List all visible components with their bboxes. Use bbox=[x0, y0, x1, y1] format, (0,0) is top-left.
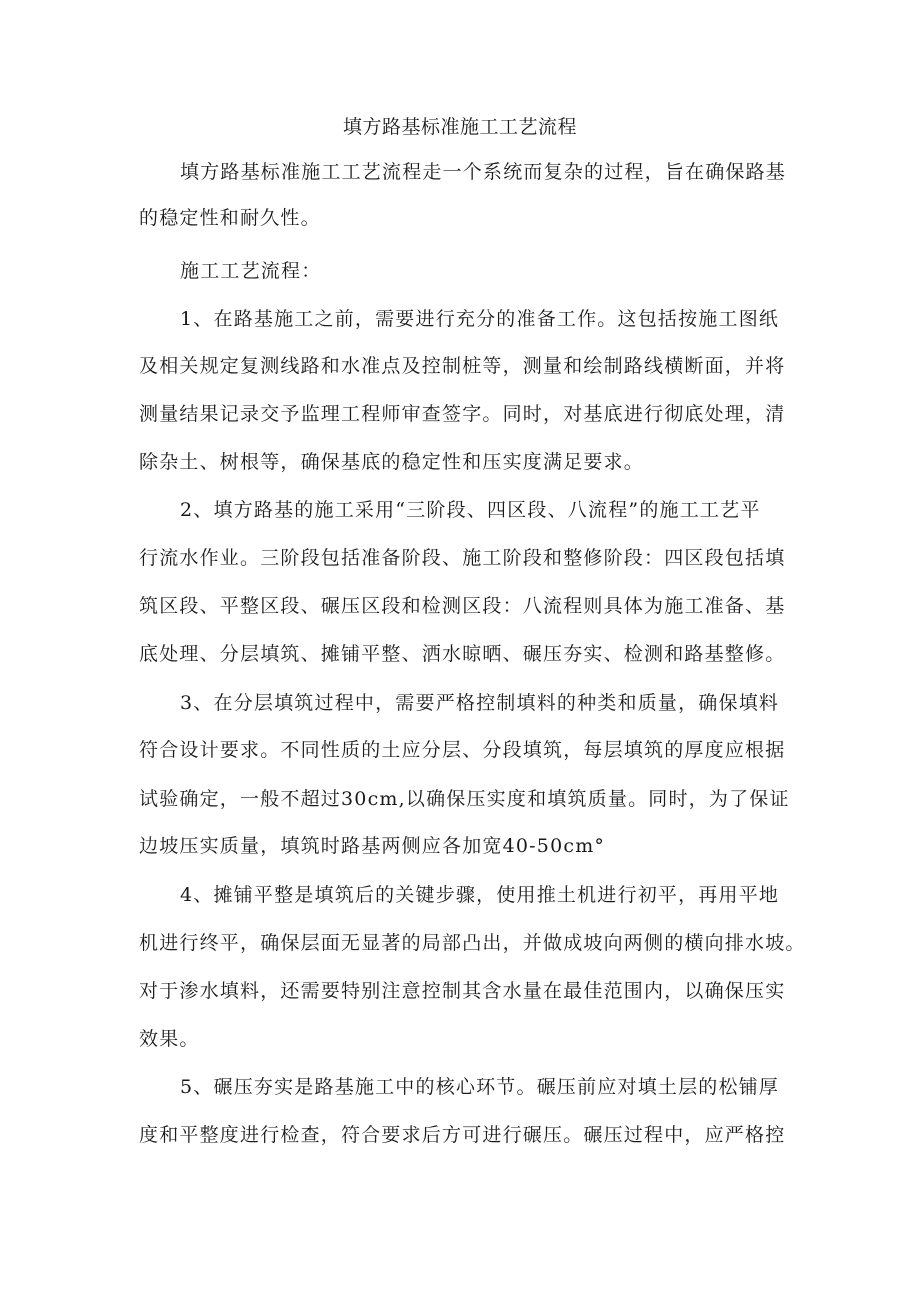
paragraph-line: 对于渗水填料，还需要特别注意控制其含水量在最佳范围内，以确保压实 bbox=[139, 980, 786, 1002]
document-title: 填方路基标准施工工艺流程 bbox=[342, 116, 577, 138]
paragraph-line: 符合设计要求。不同性质的土应分层、分段填筑，每层填筑的厚度应根据 bbox=[139, 739, 786, 761]
paragraph-line: 3、在分层填筑过程中，需要严格控制填料的种类和质量，确保填料 bbox=[180, 692, 780, 714]
paragraph-line: 1、在路基施工之前，需要进行充分的准备工作。这包括按施工图纸 bbox=[180, 308, 780, 330]
paragraph-line: 2、填方路基的施工采用“三阶段、四区段、八流程”的施工工艺平 bbox=[180, 499, 761, 521]
paragraph-line: 5、碾压夯实是路基施工中的核心环节。碾压前应对填土层的松铺厚 bbox=[180, 1076, 780, 1098]
paragraph-line: 筑区段、平整区段、碾压区段和检测区段：八流程则具体为施工准备、基 bbox=[139, 595, 786, 617]
paragraph-line: 机进行终平，确保层面无显著的局部凸出，并做成坡向两侧的横向排水坡。 bbox=[139, 932, 806, 954]
paragraph-line: 试验确定，一般不超过30cm,以确保压实度和填筑质量。同时，为了保证 bbox=[139, 788, 790, 810]
paragraph-line: 除杂土、树根等，确保基底的稳定性和压实度满足要求。 bbox=[139, 451, 645, 473]
paragraph-line: 及相关规定复测线路和水准点及控制桩等，测量和绘制路线横断面，并将 bbox=[139, 355, 786, 377]
paragraph-line: 填方路基标准施工工艺流程走一个系统而复杂的过程，旨在确保路基 bbox=[180, 161, 787, 183]
section-heading: 施工工艺流程： bbox=[180, 260, 322, 282]
paragraph-line: 的稳定性和耐久性。 bbox=[139, 207, 321, 229]
paragraph-line: 4、摊铺平整是填筑后的关键步骤，使用推土机进行初平，再用平地 bbox=[180, 884, 780, 906]
paragraph-line: 底处理、分层填筑、摊铺平整、洒水晾晒、碾压夯实、检测和路基整修。 bbox=[139, 643, 786, 665]
paragraph-line: 度和平整度进行检查，符合要求后方可进行碾压。碾压过程中，应严格控 bbox=[139, 1124, 786, 1146]
paragraph-line: 效果。 bbox=[139, 1028, 200, 1050]
paragraph-line: 测量结果记录交予监理工程师审查签字。同时，对基底进行彻底处理，清 bbox=[139, 403, 786, 425]
paragraph-line: 边坡压实质量，填筑时路基两侧应各加宽40-50cm° bbox=[139, 835, 606, 857]
paragraph-line: 行流水作业。三阶段包括准备阶段、施工阶段和整修阶段：四区段包括填 bbox=[139, 547, 786, 569]
